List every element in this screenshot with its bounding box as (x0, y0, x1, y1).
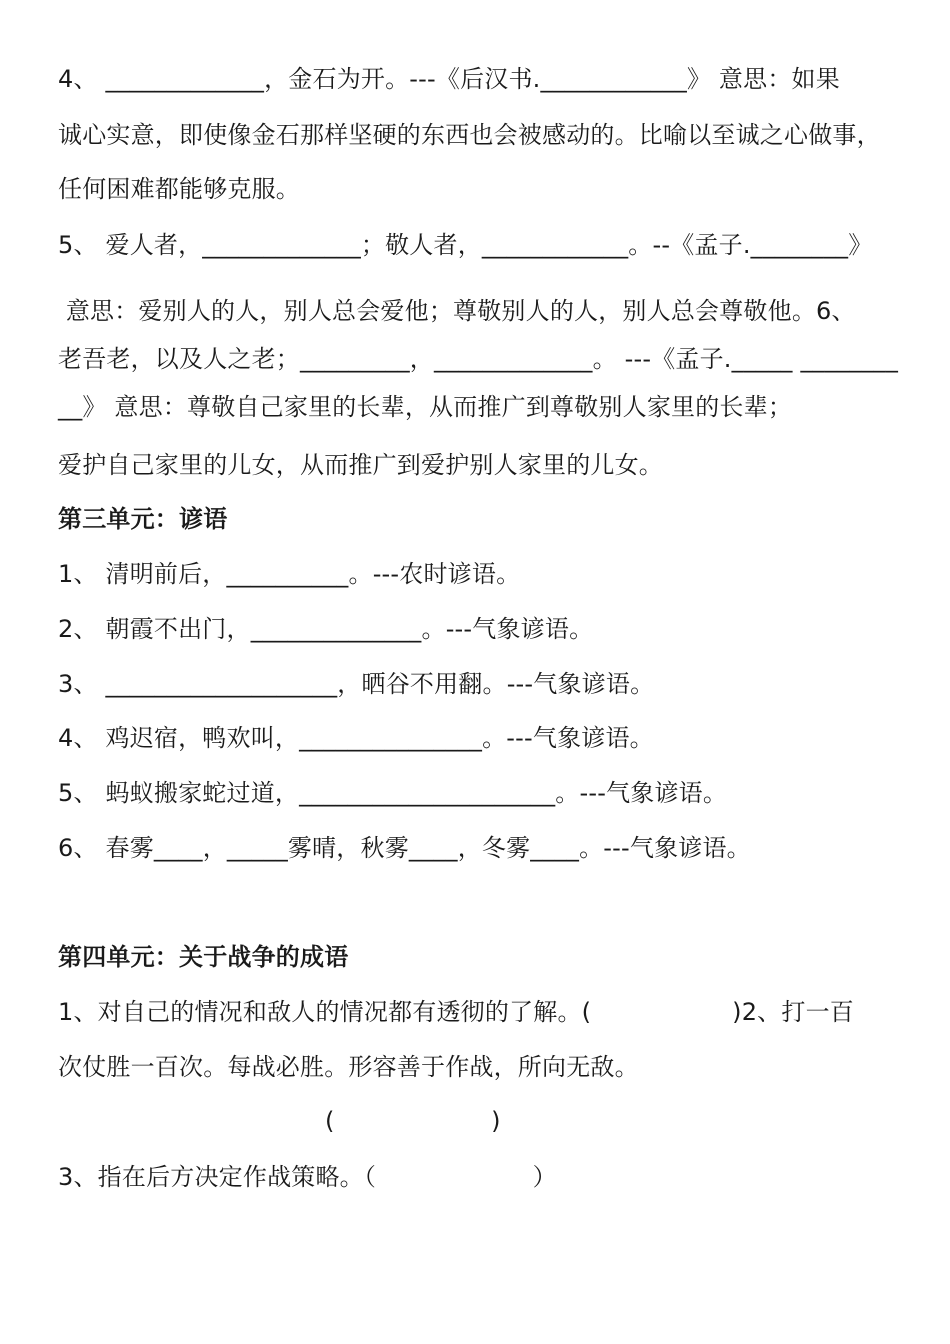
section-heading: 第三单元：谚语 (58, 505, 228, 533)
text-line: 任何困难都能够克服。 (58, 175, 300, 203)
section-heading: 第四单元：关于战争的成语 (58, 943, 349, 971)
answer-blank: ( ) (325, 1107, 501, 1135)
text-line: 3、指在后方决定作战策略。（ ） (58, 1163, 557, 1191)
proverb-item: 3、 ___________________，晒谷不用翻。---气象谚语。 (58, 670, 655, 698)
text-line: 1、对自己的情况和敌人的情况都有透彻的了解。( )2、打一百 (58, 998, 854, 1026)
proverb-item: 1、 清明前后，__________。---农时谚语。 (58, 560, 521, 588)
text-line: 诚心实意，即使像金石那样坚硬的东西也会被感动的。比喻以至诚之心做事， (58, 121, 881, 149)
text-line: 爱护自己家里的儿女，从而推广到爱护别人家里的儿女。 (58, 451, 663, 479)
text-line: 意思：爱别人的人，别人总会爱他；尊敬别人的人，别人总会尊敬他。6、 (58, 297, 856, 325)
proverb-item: 2、 朝霞不出门，______________。---气象谚语。 (58, 615, 594, 643)
proverb-item: 6、 春雾____，_____雾晴，秋雾____，冬雾____。---气象谚语。 (58, 834, 751, 862)
text-line: 老吾老，以及人之老；_________，_____________。 ---《孟子._____ ________ (58, 345, 899, 373)
proverb-item: 5、 蚂蚁搬家蛇过道，_____________________。---气象谚语。 (58, 779, 728, 807)
text-line: 次仗胜一百次。每战必胜。形容善于作战，所向无敌。 (58, 1053, 639, 1081)
text-line: 4、 _____________，金石为开。---《后汉书.____________》 意思：如果 (58, 65, 840, 93)
text-line: 5、 爱人者，_____________；敬人者，____________。--《孟子.________》 (58, 231, 873, 259)
text-line: __》 意思：尊敬自己家里的长辈，从而推广到尊敬别人家里的长辈； (58, 393, 793, 421)
proverb-item: 4、 鸡迟宿，鸭欢叫，_______________。---气象谚语。 (58, 724, 654, 752)
